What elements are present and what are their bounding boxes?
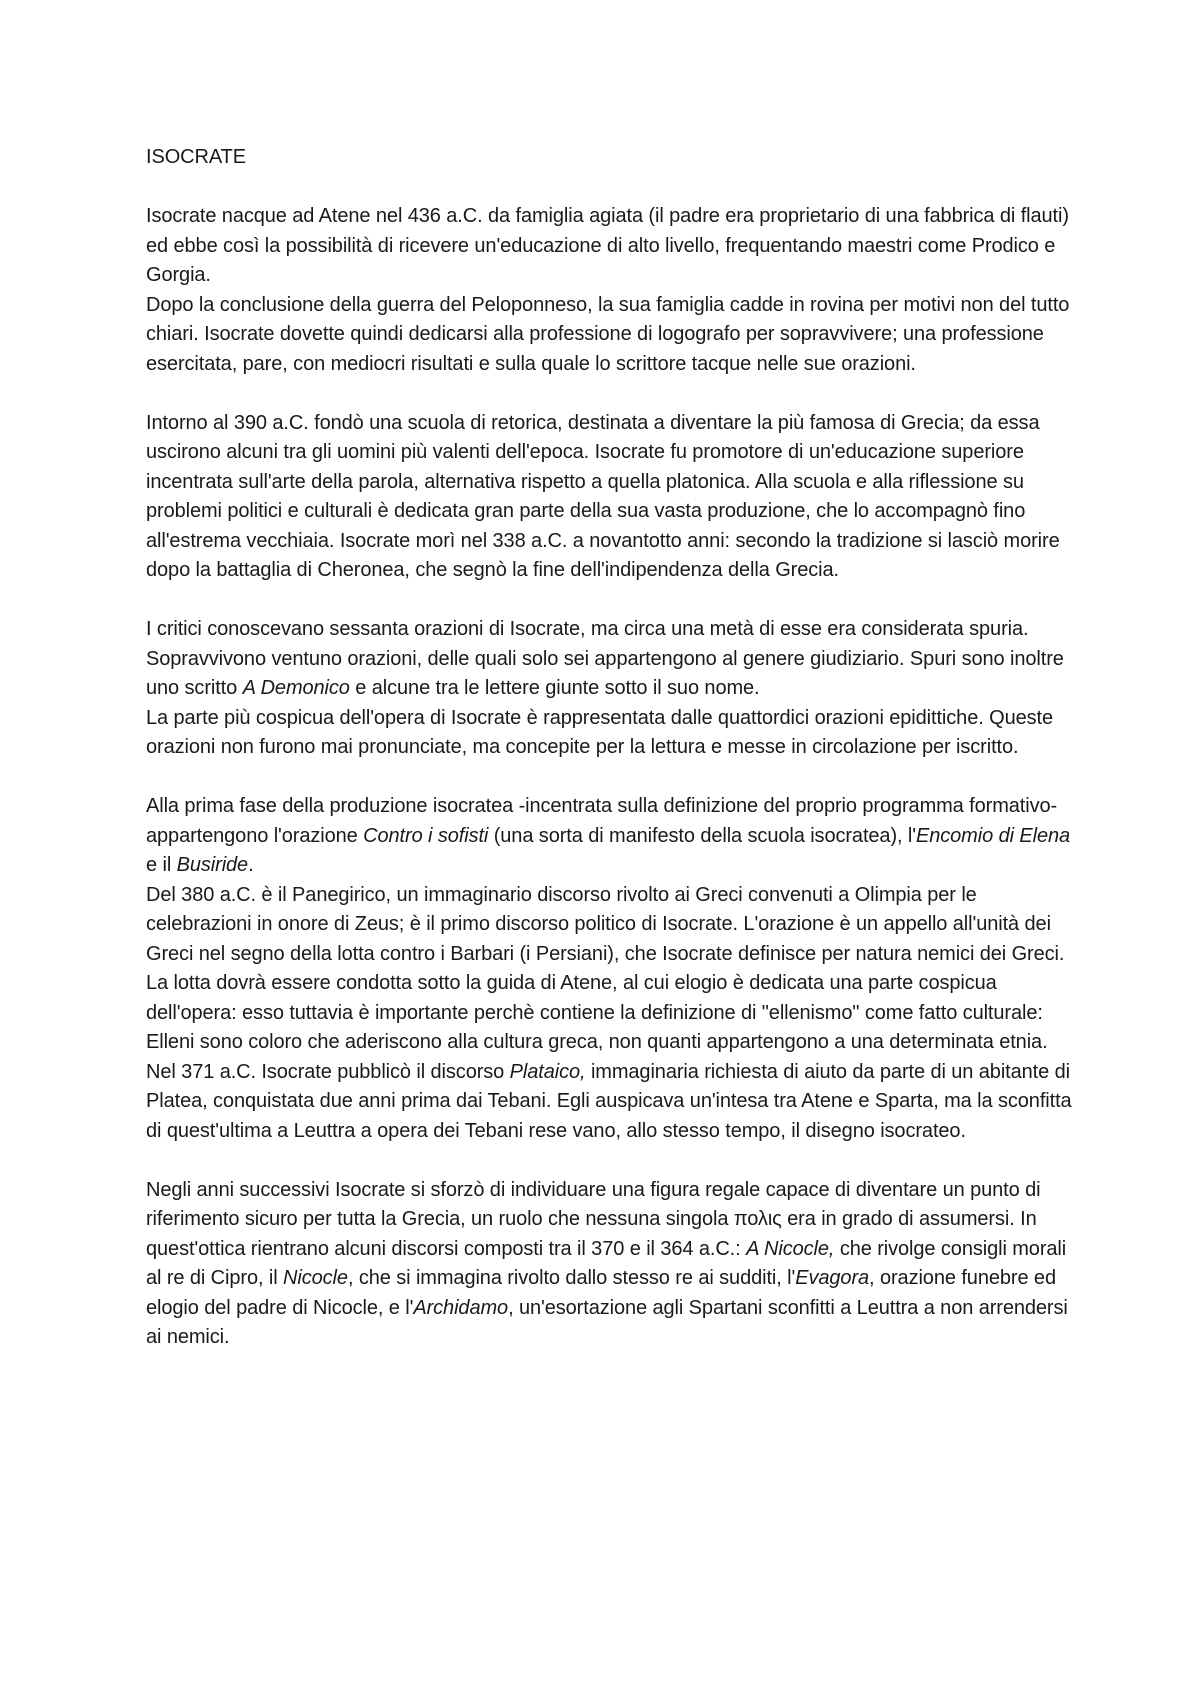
paragraph-orations	[146, 615, 1076, 704]
paragraph-panegyric: Del 380 a.C. è il Panegirico, un immaginario discorso rivolto ai Greci convenuti a Olimpia per le celebrazioni in onore di Zeus; è il primo discorso politico di Isocrate. L'orazione è un appello all'unità dei Greci nel segno della lotta contro i Barbari (i Persiani), che Isocrate definisce per natura nemici dei Greci. La lotta dovrà essere condotta sotto la guida di Atene, al cui elogio è dedicata una parte cospicua dell'opera: esso tuttavia è importante perchè contiene la definizione di "ellenismo" come fatto culturale: Elleni sono coloro che aderiscono alla cultura greca, non quanti appartengono a una determinata etnia.	[146, 883, 1065, 1053]
text-run: , orazione funebre ed elogio del padre di Nicocle, e l'	[146, 1267, 1056, 1319]
paragraph-gap	[146, 379, 1076, 409]
paragraph-gap	[146, 1146, 1076, 1176]
work-title: Busiride	[176, 854, 249, 876]
text-run: , un'esortazione agli Spartani sconfitti a Leuttra a non arrendersi ai nemici.	[146, 1296, 1068, 1348]
text-run: che rivolge consigli morali al re di Cipro, il	[146, 1237, 1067, 1289]
work-title: Plataico,	[509, 1060, 586, 1083]
text-run: I critici conoscevano sessanta orazioni di Isocrate, ma circa una metà di esse era considerata spuria. Sopravvivono ventuno orazioni, delle quali solo sei appartengono al genere giudiziario. Spuri sono inoltre uno scritto	[146, 618, 1064, 699]
text-run: Negli anni successivi Isocrate si sforzò di individuare una figura regale capace di diventare un punto di riferimento sicuro per tutta la Grecia, un ruolo che nessuna singola πολις era in grado di assumersi. In quest'ottica rientrano alcuni discorsi composti tra il 370 e il 364 a.C.:	[146, 1178, 1041, 1260]
text-run: , che si immagina rivolto dallo stesso re ai sudditi, l'	[347, 1267, 796, 1289]
paragraph-school: Intorno al 390 a.C. fondò una scuola di retorica, destinata a diventare la più famosa di Grecia; da essa uscirono alcuni tra gli uomini più valenti dell'epoca. Isocrate fu promotore di un'educazione superiore incentrata sull'arte della parola, alternativa rispetto a quella platonica. Alla scuola e alla riflessione su problemi politici e culturali è dedicata gran parte della sua vasta produzione, che lo accompagnò fino all'estrema vecchiaia. Isocrate morì nel 338 a.C. a novantotto anni: secondo la tradizione si lasciò morire dopo la battaglia di Cheronea, che segnò la fine dell'indipendenza della Grecia.	[146, 411, 1060, 581]
work-title: A Demonico	[242, 677, 350, 699]
work-title: Contro i sofisti	[363, 824, 489, 847]
paragraph-first-phase	[146, 792, 1076, 881]
paragraph-later-years	[146, 1176, 1076, 1353]
paragraph-gap	[146, 586, 1076, 616]
document-title: ISOCRATE	[146, 146, 246, 168]
text-run: Nel 371 a.C. Isocrate pubblicò il discorso	[146, 1060, 510, 1083]
document-page	[146, 143, 1076, 1353]
work-title: Nicocle	[283, 1267, 348, 1289]
text-run: .	[248, 854, 254, 876]
paragraph-birth: Isocrate nacque ad Atene nel 436 a.C. da famiglia agiata (il padre era proprietario di una fabbrica di flauti) ed ebbe così la possibilità di ricevere un'educazione di alto livello, frequentando maestri come Prodico e Gorgia.	[146, 205, 1069, 286]
text-run: Alla prima fase della produzione isocratea -incentrata sulla definizione del proprio programma formativo- appartengono l'orazione	[146, 795, 1058, 847]
work-title: Archidamo	[413, 1296, 509, 1319]
work-title: Evagora	[795, 1267, 870, 1289]
text-run: (una sorta di manifesto della scuola isocratea), l'	[488, 824, 916, 847]
paragraph-gap	[146, 763, 1076, 793]
text-run: e alcune tra le lettere giunte sotto il suo nome.	[349, 677, 760, 699]
work-title: Encomio di Elena	[916, 824, 1071, 847]
text-run: e il	[146, 854, 177, 876]
text-run: immaginaria richiesta di aiuto da parte di un abitante di Platea, conquistata due anni prima dai Tebani. Egli auspicava un'intesa tra Atene e Sparta, ma la sconfitta di quest'ultima a Leuttra a opera dei Tebani rese vano, allo stesso tempo, il disegno isocrateo.	[146, 1060, 1072, 1142]
paragraph-epideictic: La parte più cospicua dell'opera di Isocrate è rappresentata dalle quattordici orazioni epidittiche. Queste orazioni non furono mai pronunciate, ma concepite per la lettura e messe in circolazione per iscritto.	[146, 706, 1054, 758]
paragraph-plataicus	[146, 1058, 1076, 1147]
work-title: A Nicocle,	[746, 1237, 835, 1260]
paragraph-logographer: Dopo la conclusione della guerra del Peloponneso, la sua famiglia cadde in rovina per motivi non del tutto chiari. Isocrate dovette quindi dedicarsi alla professione di logografo per sopravvivere; una professione esercitata, pare, con mediocri risultati e sulla quale lo scrittore tacque nelle sue orazioni.	[146, 293, 1070, 375]
